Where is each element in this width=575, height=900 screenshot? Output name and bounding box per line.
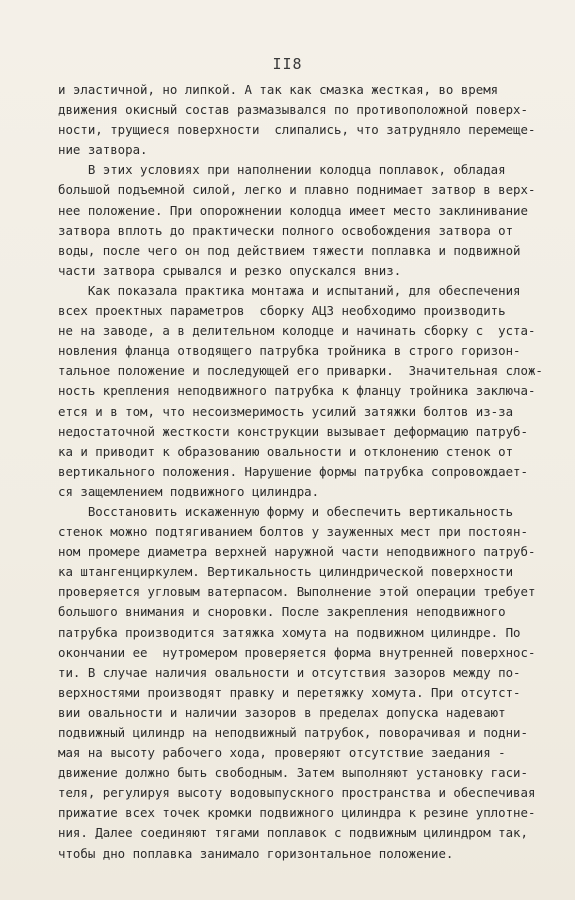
text-line: ка и приводит к образованию овальности и отклонению стенок от (58, 443, 514, 459)
text-line: прижатие всех точек кромки подвижного цилиндра к резине уплотне- (58, 805, 536, 821)
paragraph (58, 281, 558, 502)
text-line: мая на высоту рабочего хода, проверяют отсутствие заедания - (58, 745, 506, 761)
text-line: недостаточной жесткости конструкции вызывает деформацию патруб- (58, 423, 528, 439)
text-line: нее положение. При опорожнении колодца имеет место заклинивание (58, 202, 528, 218)
paragraph (58, 502, 558, 864)
text-line: ка штангенциркулем. Вертикальность цилиндрической поверхности (58, 564, 514, 580)
text-line: ние затвора. (58, 142, 148, 158)
text-line: ности, трущиеся поверхности слипались, что затрудняло перемеще- (58, 122, 536, 138)
text-line: новления фланца отводящего патрубка тройника в строго горизон- (58, 343, 521, 359)
text-line: затвора вплоть до практически полного освобождения затвора от (58, 222, 514, 238)
text-line: большого внимания и сноровки. После закрепления неподвижного (58, 604, 506, 620)
text-line: верхностями производят правку и перетяжку хомута. При отсутст- (58, 684, 521, 700)
text-line: вии овальности и наличии зазоров в пределах допуска надевают (58, 704, 506, 720)
paragraph (58, 80, 558, 160)
text-line: теля, регулируя высоту водовыпускного пространства и обеспечивая (58, 785, 536, 801)
text-line: всех проектных параметров сборку АЦЗ необходимо производить (58, 303, 506, 319)
text-line: движение должно быть свободным. Затем выполняют установку гаси- (58, 765, 528, 781)
text-line: части затвора срывался и резко опускался вниз. (58, 262, 402, 278)
text-line: проверяется угловым ватерпасом. Выполнение этой операции требует (58, 584, 536, 600)
text-line: тальное положение и последующей его приварки. Значительная слож- (58, 363, 543, 379)
text-line: чтобы дно поплавка занимало горизонтальное положение. (58, 845, 454, 861)
paragraph (58, 160, 558, 281)
text-line: окончании ее нутромером проверяется форма внутренней поверхнос- (58, 644, 536, 660)
text-line: Как показала практика монтажа и испытаний, для обеспечения (58, 282, 521, 298)
text-line: подвижный цилиндр на неподвижный патрубок, поворачивая и подни- (58, 725, 528, 740)
text-line: воды, после чего он под действием тяжести поплавка и подвижной (58, 242, 521, 258)
text-line: движения окисный состав размазывался по противоположной поверх- (58, 102, 528, 118)
text-line: ется и в том, что несоизмеримость усилий затяжки болтов из-за (58, 403, 514, 419)
text-line: ном промере диаметра верхней наружной части неподвижного патруб- (58, 544, 536, 560)
body-text (58, 80, 558, 864)
text-line: большой подъемной силой, легко и плавно поднимает затвор в верх- (58, 182, 536, 198)
page-number: II8 (272, 55, 303, 73)
text-line: ность крепления неподвижного патрубка к фланцу тройника заключа- (58, 383, 536, 399)
text-line: В этих условиях при наполнении колодца поплавок, обладая (58, 162, 506, 178)
text-line: ти. В случае наличия овальности и отсутствия зазоров между по- (58, 664, 521, 680)
text-line: Восстановить искаженную форму и обеспечить вертикальность (58, 503, 514, 519)
text-line: патрубка производится затяжка хомута на подвижном цилиндре. По (58, 624, 521, 640)
text-line: не на заводе, а в делительном колодце и начинать сборку с уста- (58, 323, 536, 339)
text-line: стенок можно подтягиванием болтов у зауженных мест при постоян- (58, 524, 528, 540)
text-line: и эластичной, но липкой. А так как смазка жесткая, во время (58, 82, 499, 97)
text-line: ния. Далее соединяют тягами поплавок с подвижным цилиндром так, (58, 825, 528, 841)
text-line: вертикального положения. Нарушение формы патрубка сопровождает- (58, 463, 528, 479)
text-line: ся защемлением подвижного цилиндра. (58, 483, 320, 499)
